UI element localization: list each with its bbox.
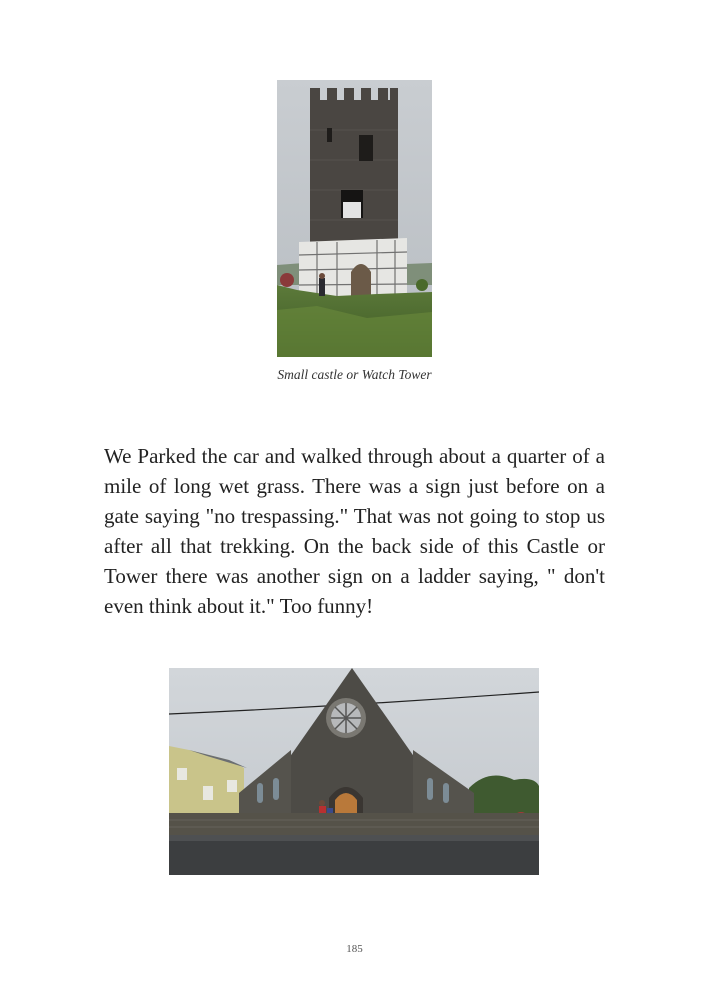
tower-photo [277,80,432,357]
church-photo [169,668,539,875]
body-paragraph: We Parked the car and walked through about a quarter of a mile of long wet grass. There was a sign just before on a gate saying "no trespassing." That was not going to stop us after all that trekking. On the back side of this Castle or Tower there was another sign on a ladder saying, " don't even think about it." Too funny! [104,444,605,618]
figure-caption: Small castle or Watch Tower [277,367,432,382]
page-number: 185 [346,943,363,955]
